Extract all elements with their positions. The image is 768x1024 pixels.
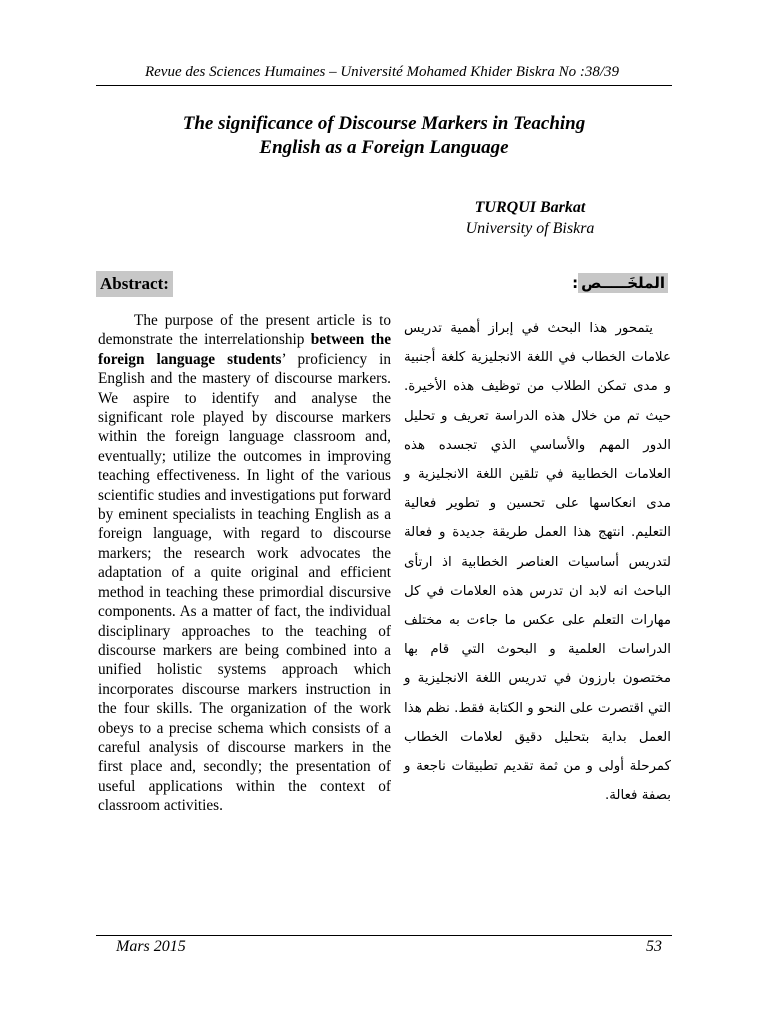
footer-rule <box>96 935 672 936</box>
journal-header: Revue des Sciences Humaines – Université Mohamed Khider Biskra No :38/39 <box>144 64 620 80</box>
abstract-body: ’ proficiency in English and the mastery of discourse markers. We aspire to identify and analyse the significant role played by discourse markers within the foreign language classroom and, eventually; utilize the outcomes in improving teaching effectiveness. In light of the various scientific studies and investigations put forward by eminent specialists in teaching English as a foreign language, with regard to discourse markers; the research work advocates the adaptation of a quite original and efficient method in teaching these primordial discursive components. As a matter of fact, the individual disciplinary approaches to the teaching of discourse markers are being combined into a unified holistic systems approach which incorporates discourse markers instruction in the four skills. The organization of the work obeys to a precise schema which consists of a careful analysis of discourse markers in the first place and, secondly; the presentation of useful applications within the context of classroom activities. <box>98 350 391 815</box>
arabic-heading-colon: : <box>572 274 579 292</box>
title-line-1: The significance of Discourse Markers in Teaching <box>182 113 586 134</box>
abstract-heading: Abstract: <box>96 271 173 297</box>
article-title <box>96 112 672 160</box>
abstract-paragraph <box>98 311 391 816</box>
abstract-bold-phrase: between the foreign language students <box>98 331 391 368</box>
arabic-heading-text: الملخَـــــص <box>578 273 668 293</box>
abstract-intro: The purpose of the present article is to demonstrate the interrelationship <box>98 312 391 349</box>
arabic-abstract-heading <box>572 271 668 295</box>
page-number: 53 <box>646 938 662 955</box>
title-line-2: English as a Foreign Language <box>259 137 509 158</box>
arabic-abstract-paragraph: يتمحور هذا البحث في إبراز أهمية تدريس علامات الخطاب في اللغة الانجليزية كلغة أجنبية و مدى تمكن الطلاب من توظيف هذه الأخيرة. حيث تم من خلال هذه الدراسة تعريف و تحليل الدور المهم والأساسي الذي تجسده هذه العلامات الخطابية في تلقين اللغة الانجليزية و مدى انعكاسها على تحسين و تطوير فعالية التعليم. انتهج هذا العمل طريقة جديدة و فعالة لتدريس أساسيات العناصر الخطابية اذ ارتأى الباحث انه لابد ان تدرس هذه العلامات في كل مهارات التعلم على عكس ما جاءت به مختلف الدراسات العلمية و البحوث التي قام بها مختصون بارزون في تدريس اللغة الانجليزية و التي اقتصرت على النحو و الكتابة فقط. نظم هذا العمل بداية بتحليل دقيق لعلامات الخطاب كمرحلة أولى و من ثمة تقديم تطبيقات ناجعة و بصفة فعالة. <box>404 321 671 804</box>
header-rule <box>96 85 672 86</box>
footer-date: Mars 2015 <box>116 938 186 955</box>
author-affiliation: University of Biskra <box>465 220 595 237</box>
author-name: TURQUI Barkat <box>474 199 586 216</box>
